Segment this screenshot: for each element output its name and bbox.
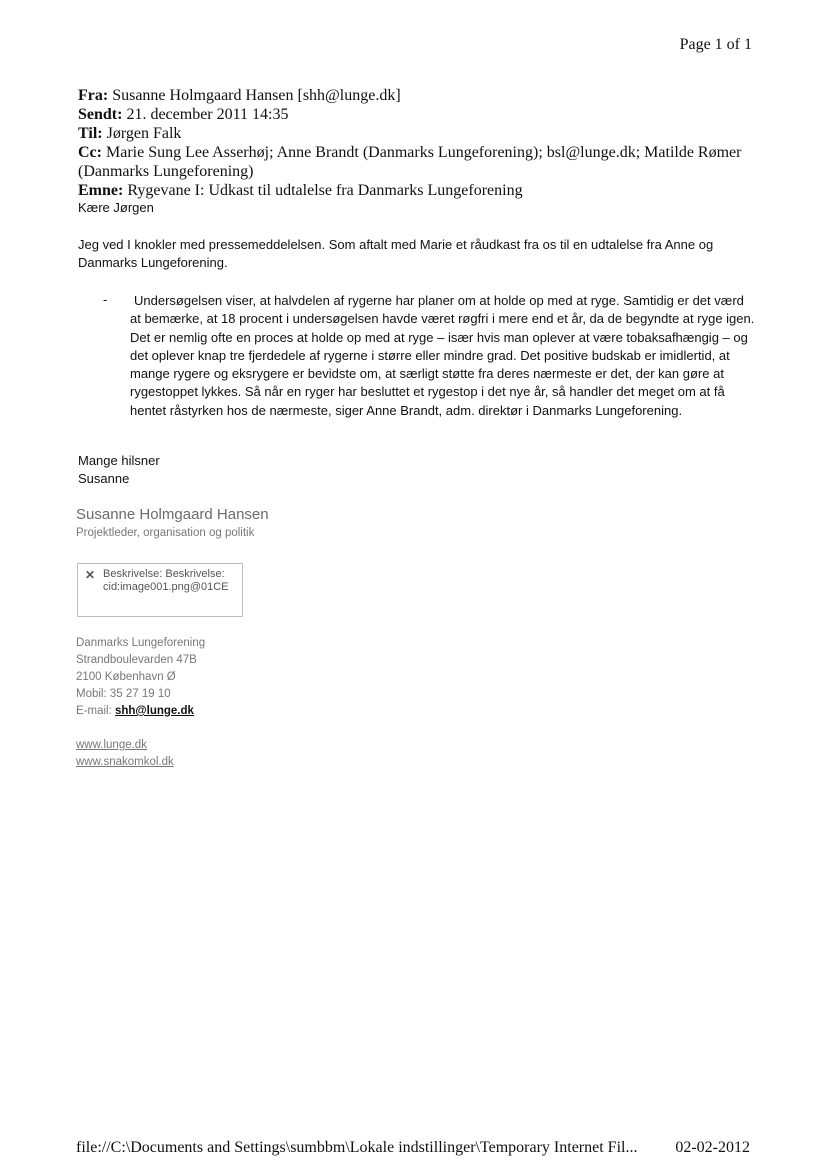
broken-image-placeholder — [77, 563, 243, 617]
to-line — [78, 124, 758, 143]
signature-name: Susanne Holmgaard Hansen — [76, 506, 269, 523]
intro-paragraph: Jeg ved I knokler med pressemeddelelsen. Som aftalt med Marie et råudkast fra os til en udtalelse fra Anne og Danmarks Lungeforening. — [78, 237, 714, 270]
link-snakomkol[interactable]: www.snakomkol.dk — [76, 756, 174, 768]
website-links — [76, 737, 174, 771]
email-link[interactable]: shh@lunge.dk — [114, 705, 194, 717]
organization-block — [76, 635, 205, 720]
page-number: Page 1 of 1 — [679, 36, 752, 53]
cc-label: Cc: — [78, 144, 102, 161]
bullet-marker: - — [103, 292, 108, 307]
image-alt-text: Beskrivelse: Beskrivelse: cid:image001.png@01CE — [103, 568, 229, 593]
subject-label: Emne: — [78, 182, 124, 199]
email-label: E-mail: — [76, 705, 115, 717]
from-label: Fra: — [78, 87, 109, 104]
closing-name: Susanne — [78, 471, 130, 486]
cc-line — [78, 143, 758, 181]
greeting: Kære Jørgen — [78, 200, 154, 215]
broken-image-icon: ✕ — [85, 568, 96, 582]
closing — [78, 452, 160, 488]
sent-line — [78, 105, 758, 124]
signature-title: Projektleder, organisation og politik — [76, 527, 255, 539]
from-line — [78, 86, 758, 105]
to-label: Til: — [78, 125, 103, 142]
org-name: Danmarks Lungeforening — [76, 637, 206, 649]
org-email-line — [76, 703, 205, 720]
subject-line — [78, 181, 758, 200]
from-value: Susanne Holmgaard Hansen [shh@lunge.dk] — [108, 87, 401, 104]
closing-regards: Mange hilsner — [78, 453, 160, 468]
to-value: Jørgen Falk — [102, 125, 182, 142]
sent-value: 21. december 2011 14:35 — [122, 106, 289, 123]
footer-date: 02-02-2012 — [675, 1139, 750, 1156]
link-lunge[interactable]: www.lunge.dk — [76, 739, 147, 751]
sent-label: Sendt: — [78, 106, 123, 123]
subject-value: Rygevane I: Udkast til udtalelse fra Danmarks Lungeforening — [123, 182, 523, 199]
quote-bullet: Undersøgelsen viser, at halvdelen af rygerne har planer om at holde op med at ryge. Samtidig er det værd at bemærke, at 18 procent i undersøgelsen havde været røgfri i mere end et år, da de begyndte at ryge igen. Det er nemlig ofte en proces at holde op med at ryge – især hvis man oplever at være tobaksafhængig – og det oplever knap tre fjerdedele af rygerne i større eller mindre grad. Det positive budskab er imidlertid, at mange rygere og eksrygere er bevidste om, at særligt støtte fra deres nærmeste er det, der kan gøre at rygestoppet lykkes. Så når en ryger har besluttet et rygestop i det nye år, så handler det meget om at få hentet råstyrken hos de nærmeste, siger Anne Brandt, adm. direktør i Danmarks Lungeforening. — [130, 293, 755, 418]
org-city: 2100 København Ø — [76, 671, 176, 683]
org-mobile: Mobil: 35 27 19 10 — [76, 688, 171, 700]
footer-file-path: file://C:\Documents and Settings\sumbbm\Lokale indstillinger\Temporary Internet Fil... — [76, 1139, 638, 1156]
email-header — [78, 86, 758, 200]
org-street: Strandboulevarden 47B — [76, 654, 197, 666]
cc-value: Marie Sung Lee Asserhøj; Anne Brandt (Danmarks Lungeforening); bsl@lunge.dk; Matilde Rømer (Danmarks Lungeforening) — [78, 144, 742, 180]
